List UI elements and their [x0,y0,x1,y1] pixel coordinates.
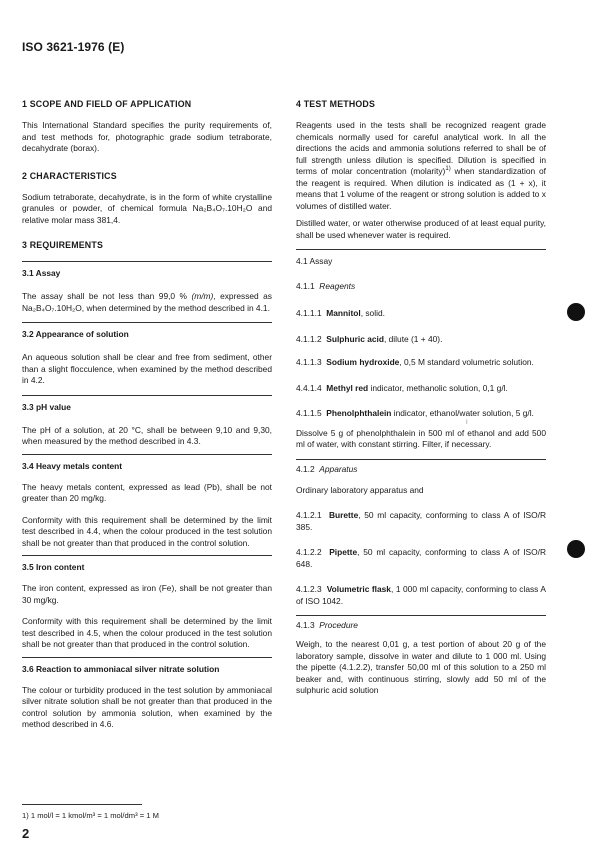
section-3-5-text-2: Conformity with this requirement shall be determined by the limit test described in 4.5, when the colour produced in the test solution shall be not greater than that produced in the control solution. [22,616,272,649]
section-4-text-2: Distilled water, or water otherwise produced of at least equal purity, shall be used whenever water is required. [296,218,546,240]
section-3-2-text: An aqueous solution shall be clear and free from sediment, other than a slight flocculence, when examined by the method described in 4.2. [22,352,272,385]
section-3-1-text: The assay shall be not less than 99,0 % (m/m), expressed as Na₂B₄O₇.10H₂O, when determined by the method described in 4.1. [22,291,272,313]
section-1-title: 1 SCOPE AND FIELD OF APPLICATION [22,99,192,109]
item-4-1-2-1: 4.1.2.1 Burette, 50 ml capacity, conforming to class A of ISO/R 385. [296,510,546,532]
section-3-title: 3 REQUIREMENTS [22,240,104,250]
section-2-text: Sodium tetraborate, decahydrate, is in the form of white crystalline granules or powder, of chemical formula Na₂B₄O₇.10H₂O and relative molar mass 381,4. [22,191,273,225]
section-3-1-title: 3.1 Assay [22,268,61,278]
section-2-title: 2 CHARACTERISTICS [22,170,117,181]
section-4-1-1-title: 4.1.1 Reagents [296,281,356,291]
footnote-ref: 1) [445,166,451,173]
section-3-5-title: 3.5 Iron content [22,562,85,572]
chemical-formula: Na₂B₄O₇.10H₂O [192,203,253,213]
section-3-5-text-1: The iron content, expressed as iron (Fe), shall be not greater than 30 mg/kg. [22,583,272,605]
section-3-6-title: 3.6 Reaction to ammoniacal silver nitrate solution [22,663,220,674]
document-header: ISO 3621-1976 (E) [22,40,125,54]
section-3-3-text: The pH of a solution, at 20 °C, shall be between 9,10 and 9,30, when measured by the method described in 4.3. [22,424,272,446]
section-3-2-title: 3.2 Appearance of solution [22,329,129,339]
item-4-1-1-3: 4.1.1.3 Sodium hydroxide, 0,5 M standard volumetric solution. [296,357,534,367]
section-1-text: This International Standard specifies the purity requirements of, and test methods for, photographic grade sodium tetraborate, decahydrate (borax). [22,120,272,153]
section-4-1-2-text: Ordinary laboratory apparatus and [296,484,424,495]
item-4-1-1-2: 4.1.1.2 Sulphuric acid, dilute (1 + 40). [296,333,443,344]
item-4-4-1-4: 4.4.1.4 Methyl red indicator, methanolic solution, 0,1 g/l. [296,382,508,393]
page-number: 2 [22,826,30,841]
section-3-4-title: 3.4 Heavy metals content [22,460,123,471]
section-4-1-title: 4.1 Assay [296,256,333,266]
binding-hole-icon [567,540,585,558]
section-4-text-1: Reagents used in the tests shall be recognized reagent grade chemicals normally used for careful analytical work. In all the directions the acids and ammonia solutions referred to shall be of full strength unless dilution is specified. Dilution is specified in terms of molar concentration (molarity)$^{1)}$ when standardization of the reagent is required. When dilution is indicated as (1 + x), it means that 1 volume of the reagent or strong solution is added to x volumes of distilled water. [296,120,546,211]
left-column [22,99,272,731]
section-4-1-2-title: 4.1.2 Apparatus [296,463,358,474]
section-4-title: 4 TEST METHODS [296,99,376,109]
section-3-4-text-1: The heavy metals content, expressed as lead (Pb), shall be not greater than 20 mg/kg. [22,481,272,503]
item-4-1-2-2: 4.1.2.2 Pipette, 50 ml capacity, conforming to class A of ISO/R 648. [296,547,546,569]
item-4-1-1-5: 4.1.1.5 Phenolphthalein indicator, ethanol/water solution, 5 g/l. [296,408,534,418]
footnote-divider [22,804,142,805]
item-4-1-1-5-text: Dissolve 5 g of phenolphthalein in 500 ml of ethanol and add 500 ml of water, with constant stirring. Filter, if necessary. [296,427,546,449]
section-4-1-3-text: Weigh, to the nearest 0,01 g, a test portion of about 20 g of the laboratory sample, dissolve in water and dilute to 1 000 ml. Using the pipette (4.1.2.2), transfer 50,00 ml of this solution to a 250 ml beaker and, with continuous stirring, slowly add 50 ml of the sulphuric acid solution [296,639,546,695]
section-3-3-title: 3.3 pH value [22,401,71,412]
section-4-1-3-title: 4.1.3 Procedure [296,620,358,630]
right-column [296,99,546,697]
section-3-4-text-2: Conformity with this requirement shall be determined by the limit test described in 4.4, when the colour produced in the test solution shall be not greater than that produced in the control solution. [22,514,272,548]
stray-mark: I [466,420,468,426]
item-4-1-2-3: 4.1.2.3 Volumetric flask, 1 000 ml capacity, conforming to class A of ISO 1042. [296,584,547,606]
section-3-6-text: The colour or turbidity produced in the test solution by ammoniacal silver nitrate solution shall be not greater than that produced in the control solution by ammonia solution, when examined by the method described in 4.6. [22,684,272,729]
binding-hole-icon [567,303,585,321]
item-4-1-1-1: 4.1.1.1 Mannitol, solid. [296,308,385,318]
footnote: 1) 1 mol/l = 1 kmol/m³ = 1 mol/dm³ = 1 M [22,811,159,820]
